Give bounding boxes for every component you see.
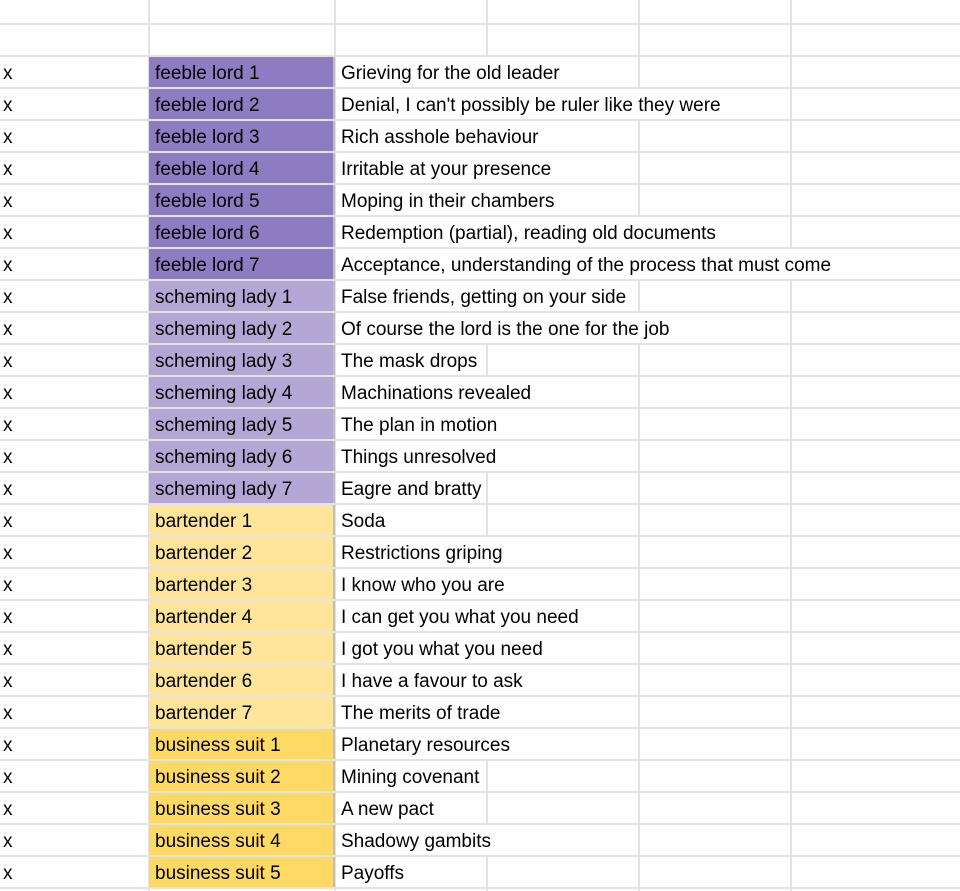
cell-description[interactable]: Denial, I can't possibly be ruler like they were [336,89,790,119]
table-row [0,153,960,185]
cell-character[interactable]: scheming lady 2 [149,313,335,343]
cell-mark[interactable]: x [0,505,148,535]
cell-mark[interactable]: x [0,857,148,887]
table-row [0,249,960,281]
cell-description[interactable]: I can get you what you need [336,601,638,631]
cell-character[interactable]: bartender 2 [149,537,335,567]
cell-character[interactable]: scheming lady 6 [149,441,335,471]
cell-mark[interactable]: x [0,473,148,503]
cell-character[interactable]: feeble lord 2 [149,89,335,119]
cell-mark[interactable]: x [0,249,148,279]
table-row [0,569,960,601]
cell-description[interactable]: Soda [336,505,486,535]
table-row [0,665,960,697]
table-row [0,697,960,729]
table-row [0,825,960,857]
table-row [0,313,960,345]
cell-description[interactable]: The mask drops [336,345,486,375]
table-row [0,761,960,793]
cell-character[interactable]: feeble lord 5 [149,185,335,215]
cell-description[interactable]: The plan in motion [336,409,638,439]
cell-character[interactable]: business suit 2 [149,761,335,791]
table-row [0,57,960,89]
cell-description[interactable]: Machinations revealed [336,377,638,407]
cell-description[interactable]: Of course the lord is the one for the job [336,313,790,343]
cell-character[interactable]: business suit 3 [149,793,335,823]
cell-character[interactable]: scheming lady 5 [149,409,335,439]
cell-character[interactable]: business suit 4 [149,825,335,855]
table-row [0,537,960,569]
cell-character[interactable]: scheming lady 7 [149,473,335,503]
cell-mark[interactable]: x [0,89,148,119]
cell-description[interactable]: Restrictions griping [336,537,638,567]
table-row [0,185,960,217]
cell-mark[interactable]: x [0,281,148,311]
cell-mark[interactable]: x [0,345,148,375]
table-row [0,793,960,825]
cell-character[interactable]: bartender 3 [149,569,335,599]
cell-description[interactable]: The merits of trade [336,697,638,727]
table-row [0,601,960,633]
cell-character[interactable]: scheming lady 4 [149,377,335,407]
table-row [0,729,960,761]
cell-character[interactable]: scheming lady 3 [149,345,335,375]
cell-description[interactable]: Irritable at your presence [336,153,638,183]
cell-mark[interactable]: x [0,601,148,631]
table-row [0,473,960,505]
table-row [0,441,960,473]
cell-character[interactable]: business suit 5 [149,857,335,887]
cell-mark[interactable]: x [0,313,148,343]
cell-mark[interactable]: x [0,569,148,599]
table-row [0,857,960,889]
table-row [0,89,960,121]
cell-character[interactable]: feeble lord 3 [149,121,335,151]
cell-description[interactable]: Mining covenant [336,761,486,791]
table-row [0,505,960,537]
cell-character[interactable]: bartender 6 [149,665,335,695]
cell-description[interactable]: A new pact [336,793,486,823]
cell-mark[interactable]: x [0,761,148,791]
cell-character[interactable]: feeble lord 1 [149,57,335,87]
cell-mark[interactable]: x [0,185,148,215]
cell-character[interactable]: feeble lord 7 [149,249,335,279]
cell-character[interactable]: feeble lord 6 [149,217,335,247]
table-row [0,377,960,409]
cell-character[interactable]: business suit 1 [149,729,335,759]
cell-description[interactable]: Acceptance, understanding of the process that must come [336,249,960,279]
cell-mark[interactable]: x [0,441,148,471]
cell-mark[interactable]: x [0,153,148,183]
cell-mark[interactable]: x [0,121,148,151]
table-row [0,217,960,249]
cell-mark[interactable]: x [0,729,148,759]
cell-character[interactable]: scheming lady 1 [149,281,335,311]
cell-description[interactable]: I have a favour to ask [336,665,638,695]
cell-description[interactable]: Eagre and bratty [336,473,486,503]
table-row [0,345,960,377]
cell-description[interactable]: Moping in their chambers [336,185,638,215]
cell-description[interactable]: I know who you are [336,569,638,599]
cell-mark[interactable]: x [0,57,148,87]
cell-mark[interactable]: x [0,377,148,407]
cell-mark[interactable]: x [0,825,148,855]
cell-mark[interactable]: x [0,793,148,823]
cell-character[interactable]: bartender 7 [149,697,335,727]
cell-mark[interactable]: x [0,697,148,727]
table-row [0,633,960,665]
cell-description[interactable]: I got you what you need [336,633,638,663]
cell-mark[interactable]: x [0,537,148,567]
cell-description[interactable]: Things unresolved [336,441,638,471]
cell-description[interactable]: Planetary resources [336,729,638,759]
cell-character[interactable]: bartender 5 [149,633,335,663]
cell-description[interactable]: Shadowy gambits [336,825,638,855]
row-divider [0,23,960,25]
cell-description[interactable]: Grieving for the old leader [336,57,638,87]
cell-mark[interactable]: x [0,665,148,695]
cell-character[interactable]: feeble lord 4 [149,153,335,183]
cell-character[interactable]: bartender 1 [149,505,335,535]
cell-description[interactable]: Redemption (partial), reading old documents [336,217,790,247]
cell-character[interactable]: bartender 4 [149,601,335,631]
cell-mark[interactable]: x [0,217,148,247]
cell-description[interactable]: Payoffs [336,857,486,887]
cell-mark[interactable]: x [0,409,148,439]
cell-mark[interactable]: x [0,633,148,663]
cell-description[interactable]: Rich asshole behaviour [336,121,638,151]
table-row [0,281,960,313]
cell-description[interactable]: False friends, getting on your side [336,281,638,311]
table-row [0,121,960,153]
table-row [0,409,960,441]
